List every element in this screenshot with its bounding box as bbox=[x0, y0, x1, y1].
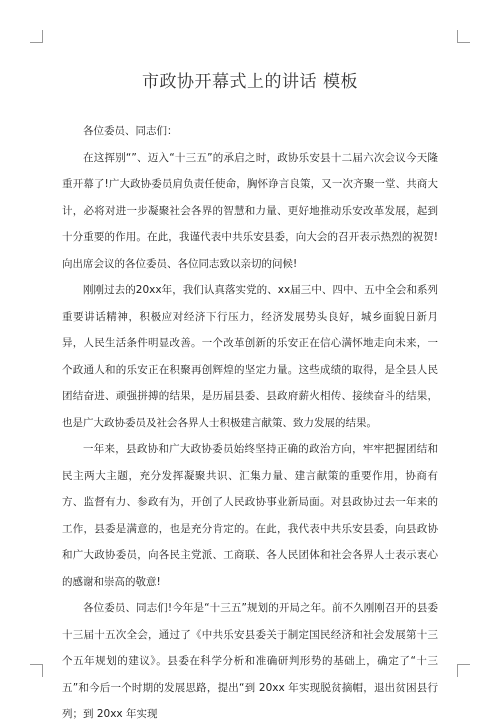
crop-mark-bottom-right bbox=[457, 664, 470, 677]
crop-mark-top-right bbox=[457, 30, 470, 43]
paragraph: 刚刚过去的20xx年，我们认真落实党的、xx届三中、四中、五中全会和系列重要讲话精神，积极应对经济下行压力，经济发展势头良好，城乡面貌日新月异，人民生活条件明显改善。一个改革创新的乐安正在信心满怀地走向未来，一个政通人和的乐安正在积聚再创辉煌的坚定力量。这些成绩的取得，是全县人民团结奋进、顽强拼搏的结果，是历届县委、县政府薪火相传、接续奋斗的结果，也是广大政协委员及社会各界人士积极建言献策、致力发展的结果。 bbox=[62, 284, 438, 429]
paragraph: 各位委员、同志们!今年是“十三五”规划的开局之年。前不久刚刚召开的县委十三届十五次全会，通过了《中共乐安县委关于制定国民经济和社会发展第十三个五年规划的建议》。县委在科学分析和准确研判形势的基础上，确定了“十三五”和今后一个时期的发展思路，提出“到 20xx 年实现脱贫摘帽，退出贫困县行列；到 20xx 年实现 bbox=[62, 602, 438, 720]
document-body bbox=[62, 118, 438, 728]
crop-mark-bottom-left bbox=[30, 664, 43, 677]
document-title: 市政协开幕式上的讲话 模板 bbox=[142, 72, 358, 92]
paragraph: 一年来，县政协和广大政协委员始终坚持正确的政治方向，牢牢把握团结和民主两大主题，充分发挥凝聚共识、汇集力量、建言献策的重要作用，协商有方、监督有力、参政有为，开创了人民政协事业新局面。对县政协过去一年来的工作，县委是满意的，也是充分肯定的。在此，我代表中共乐安县委，向县政协和广大政协委员，向各民主党派、工商联、各人民团体和社会各界人士表示衷心的感谢和崇高的敬意! bbox=[62, 443, 438, 588]
crop-mark-top-left bbox=[30, 30, 43, 43]
paragraph-salutation: 各位委员、同志们： bbox=[83, 125, 178, 137]
paragraph: 在这挥别“”、迈入“十三五”的承启之时，政协乐安县十二届六次会议今天隆重开幕了!广大政协委员肩负责任使命，胸怀诤言良策，又一次齐聚一堂、共商大计，必将对进一步凝聚社会各界的智慧和力量、更好地推动乐安改革发展，起到十分重要的作用。在此，我谨代表中共乐安县委，向大会的召开表示热烈的祝贺!向出席会议的各位委员、各位同志致以亲切的问候! bbox=[62, 151, 438, 270]
